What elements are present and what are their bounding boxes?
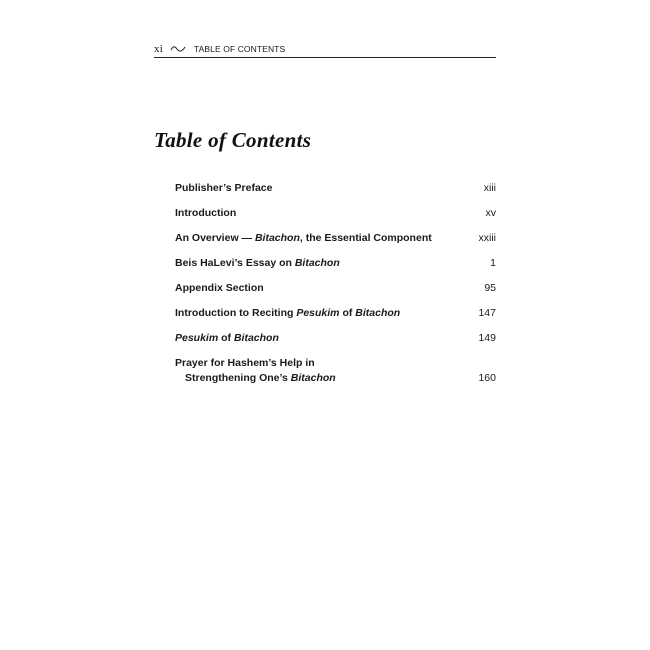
toc-entry-page-number: 1 bbox=[490, 257, 496, 269]
toc-entry-title-line bbox=[175, 182, 272, 194]
toc-entry-text-part: Pesukim bbox=[296, 307, 340, 319]
toc-entry-text-part: Bitachon bbox=[233, 332, 279, 344]
toc-entry-text-part: An Overview — bbox=[175, 232, 255, 244]
toc-entry-page-number: 95 bbox=[484, 282, 496, 294]
running-head bbox=[154, 42, 496, 56]
toc-entry-title bbox=[175, 181, 272, 196]
toc-entry-text-part: of bbox=[218, 332, 234, 344]
page-number: xi bbox=[154, 43, 163, 55]
toc-entry-title-line bbox=[175, 232, 432, 244]
running-head-title: TABLE OF CONTENTS bbox=[193, 44, 286, 54]
toc-entry-title bbox=[175, 356, 336, 386]
toc-entry-text-part: Bitachon bbox=[294, 257, 340, 269]
toc-entry-text-part: , the Essential Component bbox=[299, 232, 432, 244]
toc-entry-text-part: Beis HaLevi’s Essay on bbox=[175, 257, 295, 269]
toc-entry[interactable] bbox=[175, 181, 496, 196]
toc-entry-title bbox=[175, 231, 432, 246]
toc-entry-text-part: Publisher’s Preface bbox=[175, 182, 273, 194]
toc-entry-title-line bbox=[175, 207, 236, 219]
toc-entry-text-part: Pesukim bbox=[175, 332, 219, 344]
toc-entry-title-line bbox=[175, 371, 336, 386]
toc-entry-text-part: Prayer for Hashem’s Help in bbox=[175, 357, 315, 369]
toc-entry-text-part: Introduction to Reciting bbox=[175, 307, 297, 319]
toc-entry-text-part: of bbox=[339, 307, 356, 319]
toc-entry[interactable] bbox=[175, 281, 496, 296]
toc-entry-title-line bbox=[175, 307, 400, 319]
toc-entry[interactable] bbox=[175, 356, 496, 386]
toc-entry-text-part: Bitachon bbox=[254, 232, 300, 244]
toc-entry-text-part: Appendix Section bbox=[175, 282, 264, 294]
toc-entry-title-line bbox=[175, 357, 315, 369]
toc-entry-page-number: 149 bbox=[478, 332, 496, 344]
toc-entry-text-part: Bitachon bbox=[290, 372, 336, 384]
toc-entry-title bbox=[175, 306, 400, 321]
toc-entry[interactable] bbox=[175, 231, 496, 246]
toc-entry-page-number: 160 bbox=[478, 372, 496, 384]
toc-entry[interactable] bbox=[175, 306, 496, 321]
toc-list bbox=[175, 181, 496, 396]
toc-entry[interactable] bbox=[175, 206, 496, 221]
toc-entry-title-line bbox=[175, 282, 264, 294]
toc-entry-title bbox=[175, 331, 279, 346]
header-rule bbox=[154, 57, 496, 58]
toc-entry-title-line bbox=[175, 257, 340, 269]
toc-entry-title bbox=[175, 256, 340, 271]
toc-entry[interactable] bbox=[175, 331, 496, 346]
toc-entry-title bbox=[175, 281, 264, 296]
toc-entry-text-part: Strengthening One’s bbox=[185, 372, 291, 384]
page-title: Table of Contents bbox=[154, 128, 312, 152]
toc-entry-text-part: Bitachon bbox=[355, 307, 401, 319]
toc-entry-page-number: 147 bbox=[478, 307, 496, 319]
toc-entry-page-number: xiii bbox=[483, 182, 496, 194]
toc-entry-page-number: xv bbox=[485, 207, 496, 219]
ornament-icon bbox=[170, 45, 186, 53]
toc-entry-page-number: xxiii bbox=[478, 232, 496, 244]
toc-entry[interactable] bbox=[175, 256, 496, 271]
toc-entry-text-part: Introduction bbox=[175, 207, 237, 219]
toc-entry-title bbox=[175, 206, 236, 221]
toc-entry-title-line bbox=[175, 332, 279, 344]
